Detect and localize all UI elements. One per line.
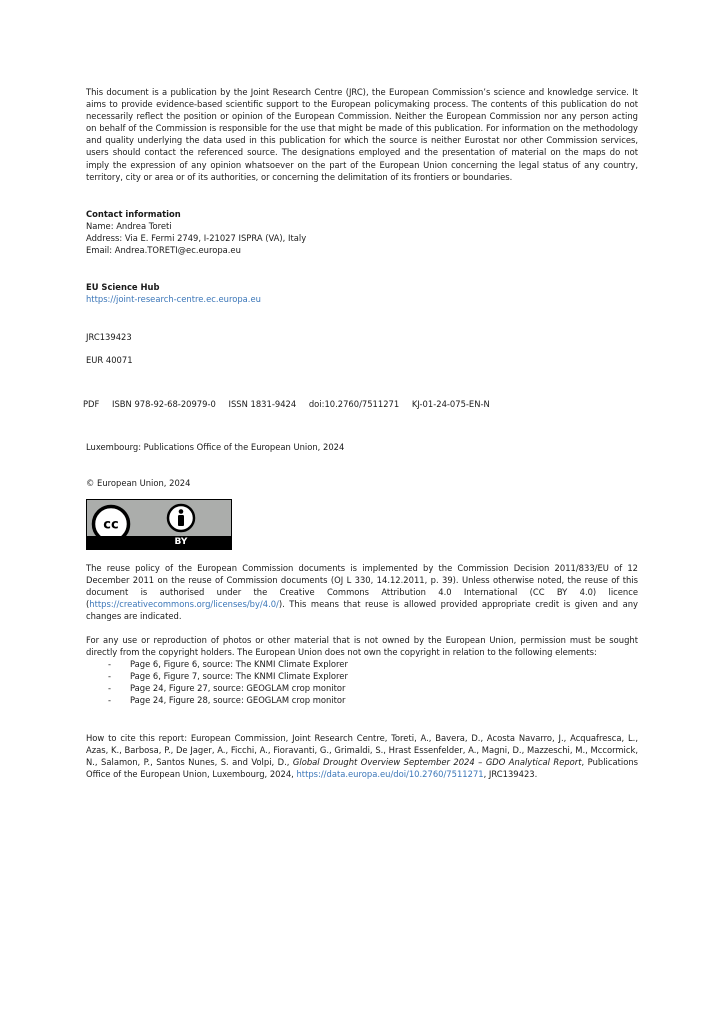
svg-text:cc: cc <box>103 517 119 533</box>
third-party-text: For any use or reproduction of photos or other material that is not owned by the European Union, permission must be sought directly from the copyright holders. The European Union does not own the copyright in relation to the following elements: <box>86 635 638 658</box>
format-label: PDF <box>83 399 100 409</box>
by-label: BY <box>174 537 188 547</box>
hub-section <box>86 281 638 305</box>
contact-email: Email: Andrea.TORETI@ec.europa.eu <box>86 245 241 256</box>
contact-heading: Contact information <box>86 209 181 219</box>
issn: ISSN 1831-9424 <box>228 399 297 409</box>
citation-publisher: , Publications Office of the European Union, Luxembourg, 2024, <box>86 757 638 780</box>
publisher-line: Luxembourg: Publications Office of the European Union, 2024 <box>86 442 345 452</box>
cc-licence-link[interactable]: https://creativecommons.org/licenses/by/4.0/ <box>89 599 279 610</box>
list-item: - Page 6, Figure 7, source: The KNMI Climate Explorer <box>86 670 638 682</box>
identifiers-row <box>83 398 635 410</box>
doi: doi:10.2760/7511271 <box>308 399 400 409</box>
list-item: - Page 24, Figure 27, source: GEOGLAM crop monitor <box>86 682 638 694</box>
list-item: - Page 24, Figure 28, source: GEOGLAM crop monitor <box>86 694 638 706</box>
citation-end: , JRC139423. <box>483 769 538 780</box>
contact-name: Name: Andrea Toreti <box>86 221 172 232</box>
cc-icons <box>87 500 233 538</box>
third-party-section <box>86 634 638 707</box>
list-item: - Page 6, Figure 6, source: The KNMI Climate Explorer <box>86 658 638 670</box>
disclaimer-paragraph: This document is a publication by the Joint Research Centre (JRC), the European Commission’s science and knowledge service. It aims to provide evidence-based scientific support to the European policymaking process. The contents of this publication do not necessarily reflect the position or opinion of the European Commission. Neither the European Commission nor any person acting on behalf of the Commission is responsible for the use that might be made of this publication. For information on the methodology and quality underlying the data used in this publication for which the source is neither Eurostat nor other Commission services, users should contact the referenced source. The designations employed and the presentation of material on the maps do not imply the expression of any opinion whatsoever on the part of the European Union concerning the legal status of any country, territory, city or area or of its authorities, or concerning the delimitation of its frontiers or boundaries. <box>86 87 638 182</box>
doi-link[interactable]: https://data.europa.eu/doi/10.2760/7511271 <box>296 769 484 780</box>
hub-link[interactable]: https://joint-research-centre.ec.europa.eu <box>86 294 261 305</box>
copyright-line: © European Union, 2024 <box>86 478 191 488</box>
reuse-text-end: ). This means that reuse is allowed provided appropriate credit is given and any changes are indicated. <box>86 599 638 622</box>
attribution-icon <box>168 505 194 531</box>
citation <box>86 732 638 780</box>
citation-authors: How to cite this report: European Commission, Joint Research Centre, Toreti, A., Bavera, D., Acosta Navarro, J., Acquafresca, L., Azas, K., Barbosa, P., De Jager, A., Ficchi, A., Fioravanti, G., Grimaldi, S., Hrast Essenfelder, A., Magni, D., Mazzeschi, M., Mccormick, N., Salamon, P., Santos Nunes, S. and Volpi, D., <box>86 733 638 768</box>
third-party-list <box>86 658 638 706</box>
catalogue-number: KJ-01-24-075-EN-N <box>411 399 490 409</box>
jrc-number: JRC139423 <box>86 332 132 342</box>
citation-title: Global Drought Overview September 2024 – GDO Analytical Report <box>292 757 582 768</box>
cc-by-licence-badge <box>86 499 232 550</box>
reuse-text-start: The reuse policy of the European Commission documents is implemented by the Commission Decision 2011/833/EU of 12 December 2011 on the reuse of Commission documents (OJ L 330, 14.12.2011, p. 39). Unless otherwise noted, the reuse of this document is authorised under the Creative Commons Attribution 4.0 International (CC BY 4.0) licence ( <box>86 563 638 610</box>
contact-address: Address: Via E. Fermi 2749, I-21027 ISPRA (VA), Italy <box>86 233 307 244</box>
cc-icon <box>94 507 129 539</box>
eur-number: EUR 40071 <box>86 355 133 365</box>
hub-heading: EU Science Hub <box>86 282 160 292</box>
reuse-policy <box>86 562 638 622</box>
isbn: ISBN 978-92-68-20979-0 <box>112 399 216 409</box>
contact-section <box>86 208 638 256</box>
